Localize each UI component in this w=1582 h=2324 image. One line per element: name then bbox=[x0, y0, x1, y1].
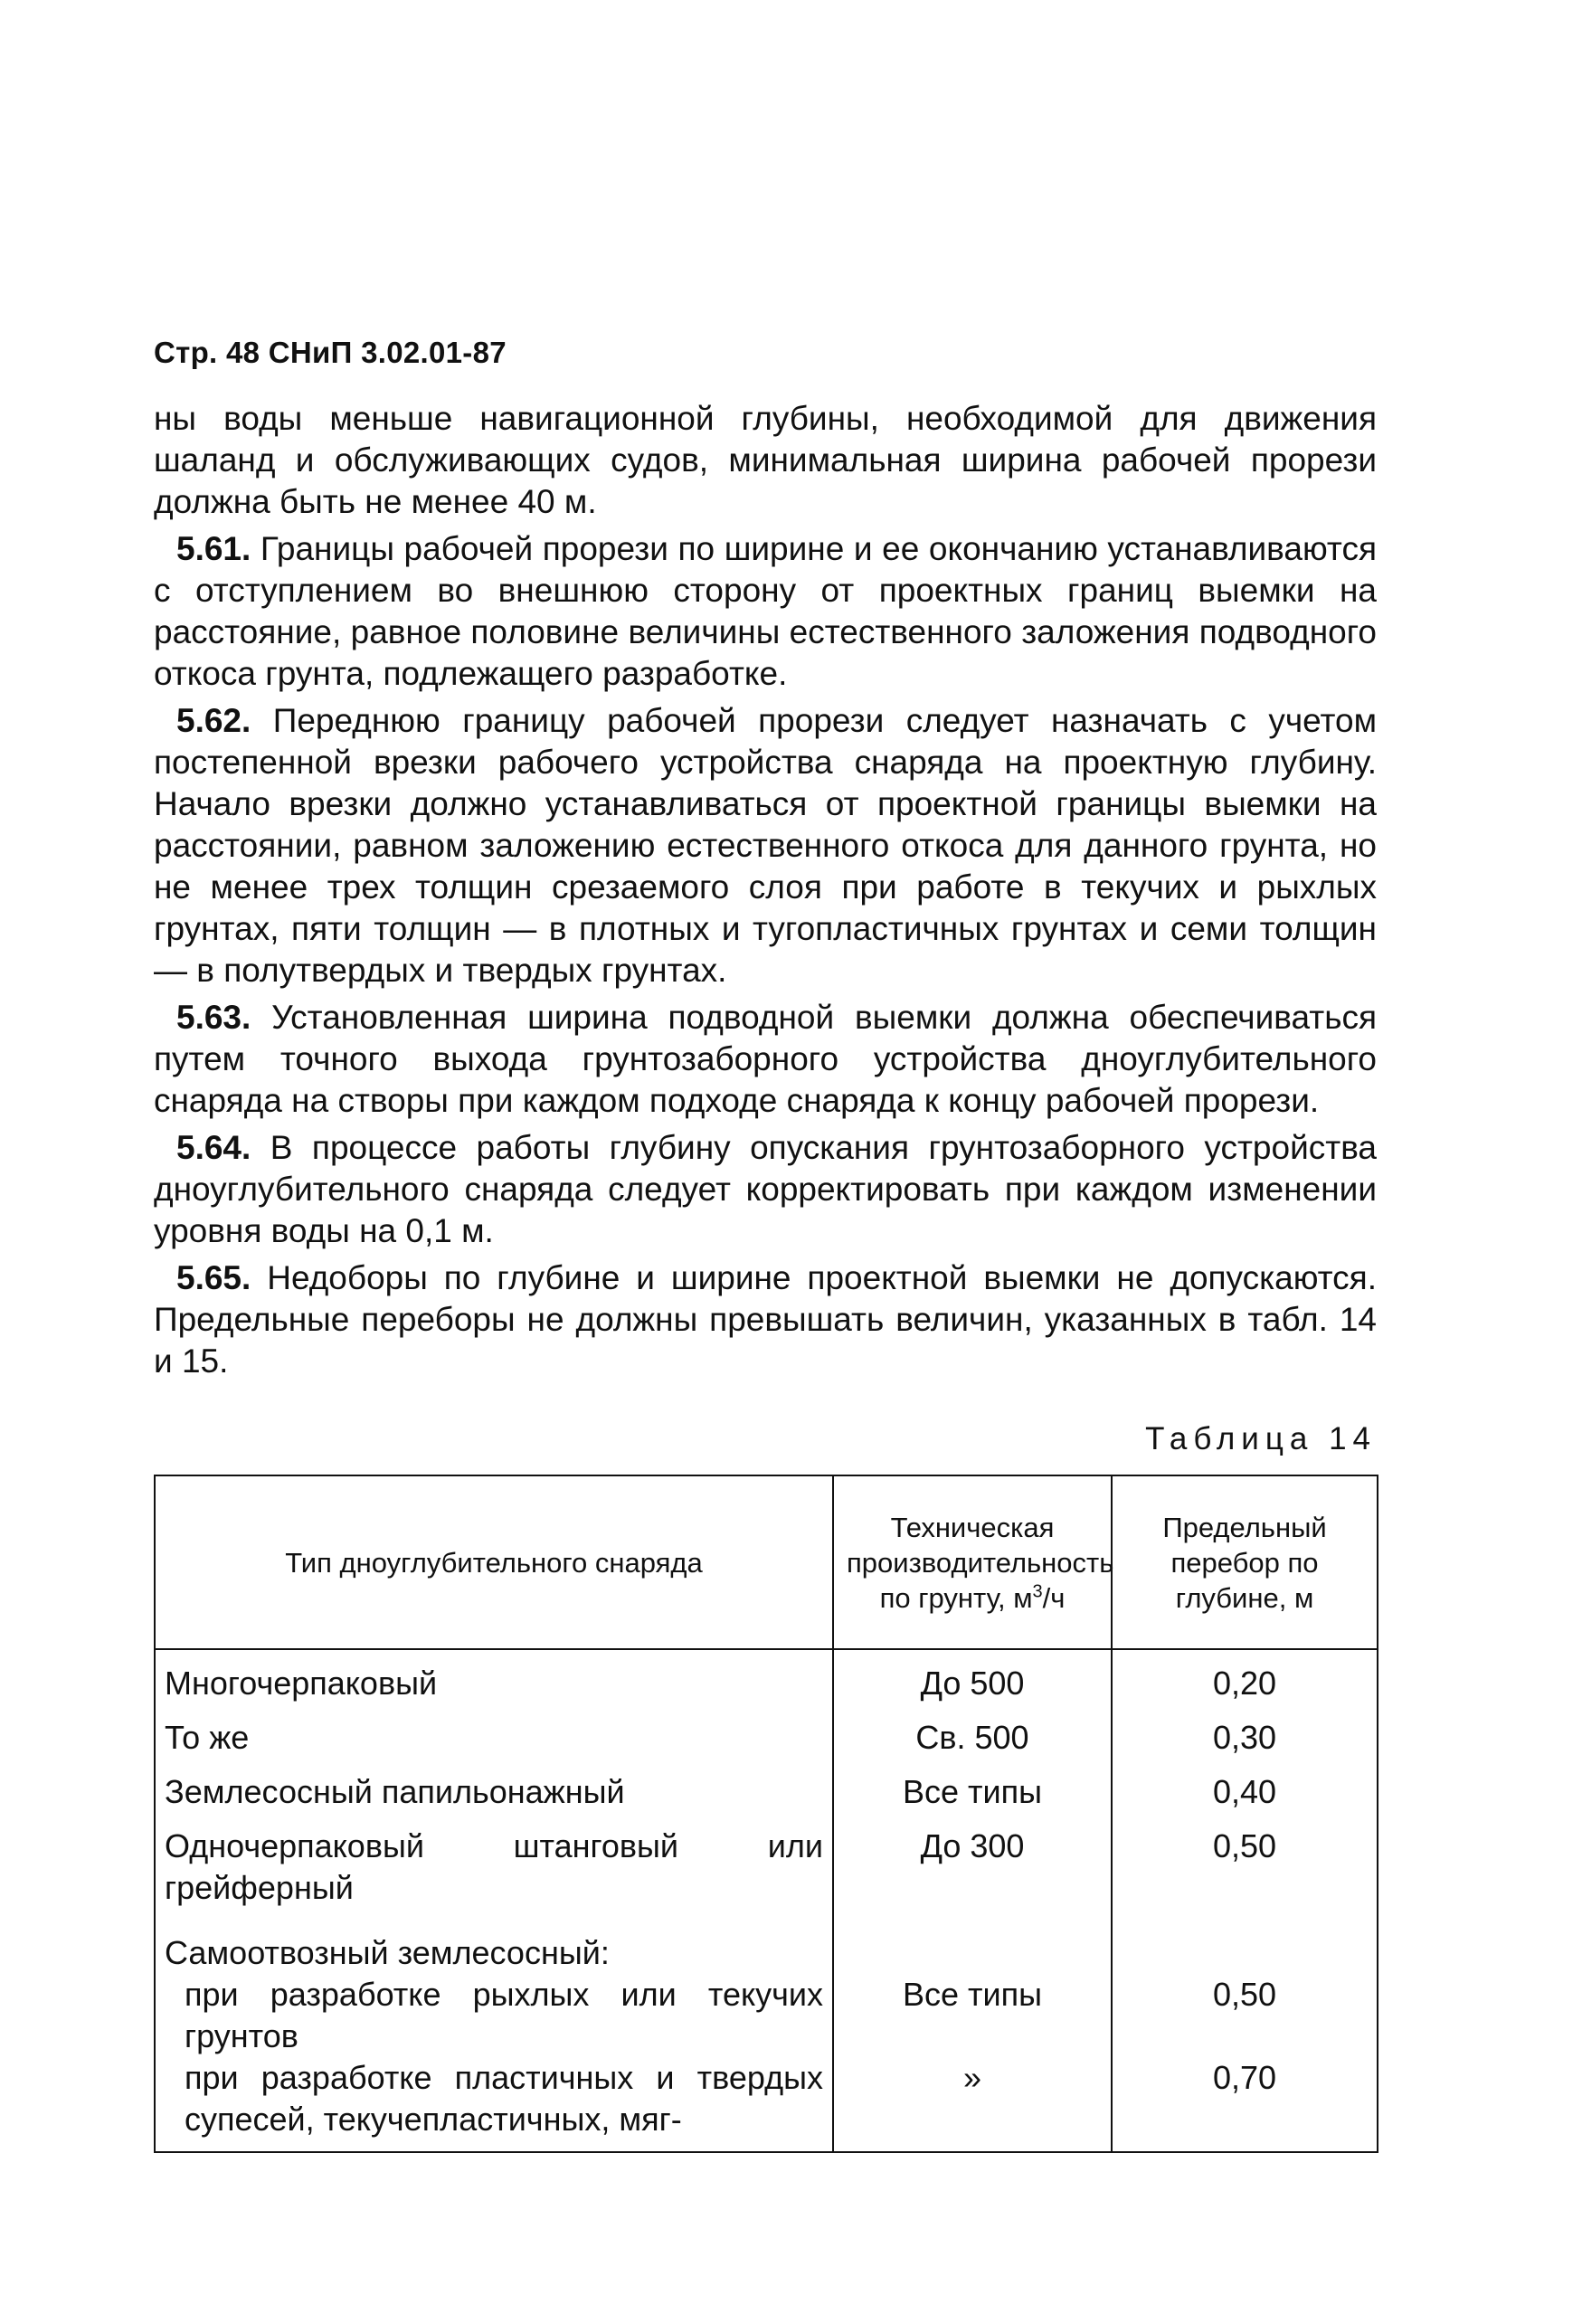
cell-overdepth: 0,20 bbox=[1112, 1649, 1378, 1704]
paragraph-text: ны воды меньше навигационной глубины, необходимой для движения шаланд и обслуживающих судов, минимальная ширина рабочей прорези должна быть не менее 40 м. bbox=[154, 400, 1377, 520]
clause-text: Недоборы по глубине и ширине проектной выемки не допускаются. Предельные переборы не должны превышать величин, указанных в табл. 14 и 15. bbox=[154, 1259, 1377, 1380]
cell-empty bbox=[1112, 1909, 1378, 1974]
table-row bbox=[155, 1704, 1378, 1759]
clause-text: Установленная ширина подводной выемки должна обеспечиваться путем точного выхода грунтозаборного устройства дноуглубительного снаряда на створы при каждом подходе снаряда к концу рабочей прорези. bbox=[154, 999, 1378, 1119]
cell-overdepth: 0,30 bbox=[1112, 1704, 1378, 1759]
cell-overdepth: 0,70 bbox=[1112, 2057, 1378, 2152]
table-header-row bbox=[155, 1475, 1378, 1649]
clause-number: 5.63. bbox=[176, 999, 251, 1036]
header-productivity-text: Техническая производительность по грунту, м bbox=[847, 1511, 1114, 1614]
document-page bbox=[154, 335, 1377, 2153]
cell-productivity: Все типы bbox=[833, 1759, 1112, 1813]
cell-type: Одночерпаковый штанговый или грейферный bbox=[155, 1813, 833, 1909]
cell-overdepth: 0,50 bbox=[1112, 1813, 1378, 1909]
clause-text: В процессе работы глубину опускания грунтозаборного устройства дноуглубительного снаряда следует корректировать при каждом изменении уровня воды на 0,1 м. bbox=[154, 1129, 1378, 1249]
running-header: Стр. 48 СНиП 3.02.01-87 bbox=[154, 336, 507, 369]
header-productivity-sup: 3 bbox=[1032, 1581, 1043, 1602]
table-subrow bbox=[155, 1974, 1378, 2057]
clause-5-62 bbox=[154, 700, 1377, 991]
clause-number: 5.62. bbox=[176, 702, 251, 739]
cell-group-title: Самоотвозный землесосный: bbox=[155, 1909, 833, 1974]
header-dredger-type: Тип дноуглубительного снаряда bbox=[155, 1475, 833, 1649]
clause-text: Переднюю границу рабочей прорези следует назначать с учетом постепенной врезки рабочего устройства снаряда на проектную глубину. Начало врезки должно устанавливаться от проектной границы выемки на расстоянии, равном заложению естественного откоса для данного грунта, но не менее трех толщин срезаемого слоя при работе в текучих и рыхлых грунтах, пяти толщин — в плотных и тугопластичных грунтах и семи толщин — в полутвердых и твердых грунтах. bbox=[154, 702, 1378, 989]
clause-text: Границы рабочей прорези по ширине и ее окончанию устанавливаются с отступлением во внешнюю сторону от проектных границ выемки на расстояние, равное половине величины естественного заложения подводного откоса грунта, подлежащего разработке. bbox=[154, 530, 1378, 692]
cell-productivity: Все типы bbox=[833, 1974, 1112, 2057]
table-row bbox=[155, 1759, 1378, 1813]
cell-productivity: » bbox=[833, 2057, 1112, 2152]
cell-productivity: До 300 bbox=[833, 1813, 1112, 1909]
subrow-text: при разработке пластичных и твердых супесей, текучепластичных, мяг- bbox=[185, 2059, 823, 2138]
cell-subtype bbox=[155, 2057, 833, 2152]
clause-5-63 bbox=[154, 997, 1377, 1122]
cell-empty bbox=[833, 1909, 1112, 1974]
clause-number: 5.61. bbox=[176, 530, 251, 567]
cell-type: Многочерпаковый bbox=[155, 1649, 833, 1704]
cell-subtype bbox=[155, 1974, 833, 2057]
cell-productivity: До 500 bbox=[833, 1649, 1112, 1704]
clause-number: 5.65. bbox=[176, 1259, 251, 1296]
table-caption: Таблица 14 bbox=[1145, 1421, 1377, 1456]
header-productivity-tail: /ч bbox=[1042, 1581, 1066, 1614]
cell-type: Землесосный папильонажный bbox=[155, 1759, 833, 1813]
cell-productivity: Св. 500 bbox=[833, 1704, 1112, 1759]
cell-overdepth: 0,40 bbox=[1112, 1759, 1378, 1813]
cell-overdepth: 0,50 bbox=[1112, 1974, 1378, 2057]
clause-5-64 bbox=[154, 1127, 1377, 1252]
dredger-overdepth-table bbox=[154, 1475, 1378, 2153]
subrow-text: при разработке рыхлых или текучих грунтов bbox=[185, 1976, 823, 2054]
table-subrow bbox=[155, 2057, 1378, 2152]
table-row bbox=[155, 1813, 1378, 1909]
header-productivity bbox=[833, 1475, 1112, 1649]
cell-type: То же bbox=[155, 1704, 833, 1759]
clause-5-61 bbox=[154, 528, 1377, 695]
paragraph-continuation bbox=[154, 398, 1377, 523]
clause-5-65 bbox=[154, 1257, 1377, 1382]
clause-number: 5.64. bbox=[176, 1129, 251, 1166]
table-row bbox=[155, 1649, 1378, 1704]
table-group-row bbox=[155, 1909, 1378, 1974]
header-overdepth: Предельный перебор по глубине, м bbox=[1112, 1475, 1378, 1649]
